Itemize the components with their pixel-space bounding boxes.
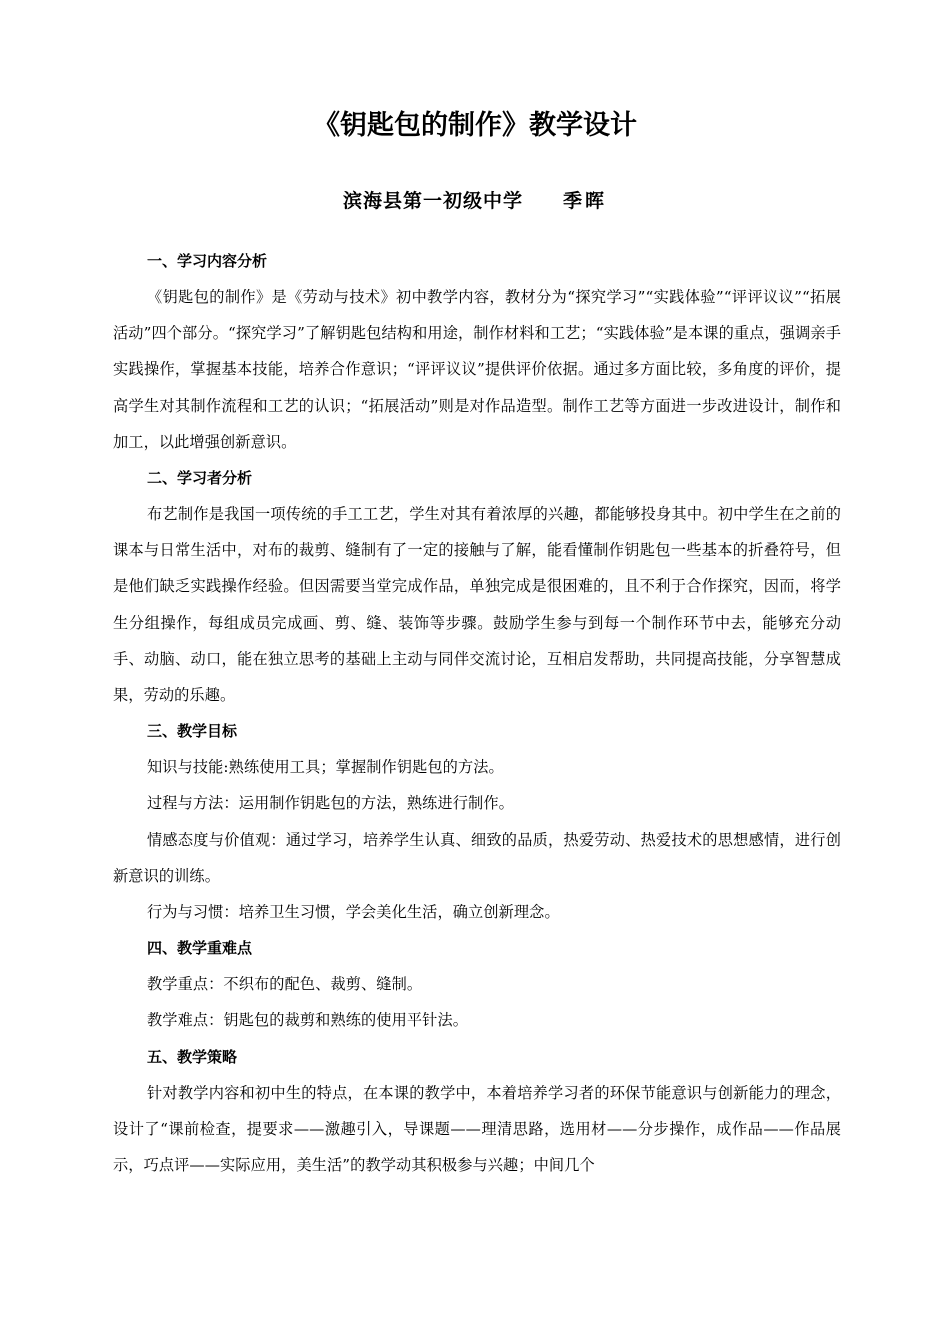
author-school: 滨海县第一初级中学 <box>342 190 523 212</box>
paragraph: 知识与技能:熟练使用工具；掌握制作钥匙包的方法。 <box>147 758 504 777</box>
paragraph: 过程与方法：运用制作钥匙包的方法，熟练进行制作。 <box>147 794 514 813</box>
paragraph: 教学难点：钥匙包的裁剪和熟练的使用平针法。 <box>147 1011 469 1030</box>
author-line <box>0 186 950 216</box>
paragraph: 情感态度与价值观：通过学习，培养学生认真、细致的品质，热爱劳动、热爱技术的思想感情，进行创新意识的训练。 <box>113 830 841 885</box>
paragraph: 针对教学内容和初中生的特点，在本课的教学中，本着培养学习者的环保节能意识与创新能力的理念，设计了“课前检查，提要求——激趣引入，导课题——理清思路，选用材——分步操作，成作品——作品展示，巧点评——实际应用，美生活”的教学动其积极参与兴趣；中间几个 <box>113 1083 841 1175</box>
section-heading-key-points: 四、教学重难点 <box>147 939 253 958</box>
paragraph: 行为与习惯：培养卫生习惯，学会美化生活，确立创新理念。 <box>147 903 560 922</box>
document-body <box>113 243 841 1183</box>
paragraph: 布艺制作是我国一项传统的手工工艺，学生对其有着浓厚的兴趣，都能够投身其中。初中学生在之前的课本与日常生活中，对布的裁剪、缝制有了一定的接触与了解，能看懂制作钥匙包一些基本的折叠符号，但是他们缺乏实践操作经验。但因需要当堂完成作品，单独完成是很困难的，且不利于合作探究，因而，将学生分组操作，每组成员完成画、剪、缝、装饰等步骤。鼓励学生参与到每一个制作环节中去，能够充分动手、动脑、动口，能在独立思考的基础上主动与同伴交流讨论，互相启发帮助，共同提高技能，分享智慧成果，劳动的乐趣。 <box>113 505 841 705</box>
section-heading-teaching-goals: 三、教学目标 <box>147 722 238 741</box>
paragraph: 《钥匙包的制作》是《劳动与技术》初中教学内容，教材分为“探究学习”“实践体验”“评评议议”“拓展活动”四个部分。“探究学习”了解钥匙包结构和用途，制作材料和工艺；“实践体验”是本课的重点，强调亲手实践操作，掌握基本技能，培养合作意识；“评评议议”提供评价依据。通过多方面比较，多角度的评价，提高学生对其制作流程和工艺的认识；“拓展活动”则是对作品造型。制作工艺等方面进一步改进设计，制作和加工，以此增强创新意识。 <box>113 288 841 451</box>
paragraph: 教学重点：不织布的配色、裁剪、缝制。 <box>147 975 423 994</box>
author-name: 季晖 <box>563 190 608 212</box>
section-heading-content-analysis: 一、学习内容分析 <box>147 252 268 270</box>
section-heading-teaching-strategy: 五、教学策略 <box>147 1047 238 1066</box>
section-heading-learner-analysis: 二、学习者分析 <box>147 469 253 488</box>
document-title: 《钥匙包的制作》教学设计 <box>313 110 637 141</box>
